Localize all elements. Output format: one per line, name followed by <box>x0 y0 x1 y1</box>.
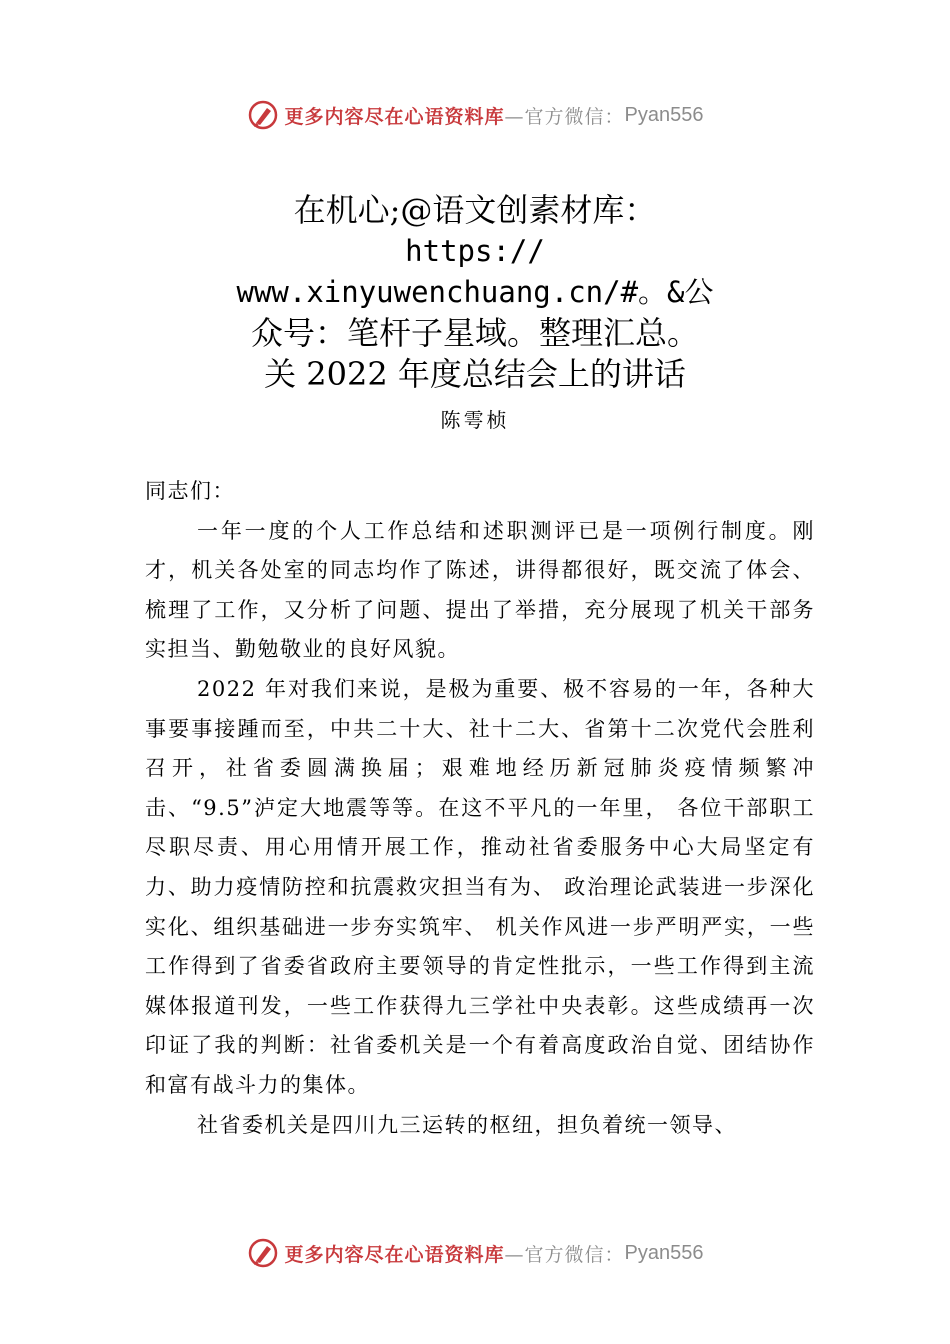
title-line-3: www.xinyuwenchuang.cn/#。&公 <box>236 275 714 309</box>
header-banner-wechat-label: —官方微信： <box>504 105 625 128</box>
footer-banner-handle: Pyan556 <box>624 1241 704 1264</box>
salutation: 同志们： <box>145 479 235 503</box>
footer-banner-text: 更多内容尽在心语资料库 <box>284 1243 505 1266</box>
document-title <box>0 190 950 395</box>
paragraph: 社省委机关是四川九三运转的枢纽，担负着统一领导、 <box>197 1112 737 1137</box>
author-name: 陈雩桢 <box>440 408 510 432</box>
header-watermark-banner <box>0 95 950 135</box>
footer-watermark-banner <box>0 1233 950 1273</box>
quill-pen-icon <box>247 99 279 131</box>
header-banner-handle: Pyan556 <box>624 103 704 126</box>
title-line-2: https:// <box>405 234 545 268</box>
title-line-5: 关 2022 年度总结会上的讲话 <box>264 355 686 393</box>
paragraph: 2022 年对我们来说，是极为重要、极不容易的一年，各种大事要事接踵而至，中共二十大、社十二大、省第十二次党代会胜利召开，社省委圆满换届；艰难地经历新冠肺炎疫情频繁冲击、“9.5”泸定大地震等等。在这不平凡的一年里， 各位干部职工尽职尽责、用心用情开展工作，推动社省委服务中心大局坚定有力、助力疫情防控和抗震救灾担当有为、 政治理论武装进一步深化实化、组织基础进一步夯实筑牢、 机关作风进一步严明严实，一些工作得到了省委省政府主要领导的肯定性批示，一些工作得到主流媒体报道刊发，一些工作获得九三学社中央表彰。这些成绩再一次印证了我的判断：社省委机关是一个有着高度政治自觉、团结协作和富有战斗力的集体。 <box>145 676 815 1097</box>
header-banner-text: 更多内容尽在心语资料库 <box>284 105 505 128</box>
paragraph: 一年一度的个人工作总结和述职测评已是一项例行制度。刚才，机关各处室的同志均作了陈述，讲得都很好，既交流了体会、梳理了工作，又分析了问题、提出了举措，充分展现了机关干部务实担当、勤勉敬业的良好风貌。 <box>145 518 815 662</box>
speech-body <box>145 472 815 1145</box>
title-line-4: 众号：笔杆子星域。整理汇总。 <box>250 314 699 352</box>
footer-banner-wechat-label: —官方微信： <box>504 1243 625 1266</box>
quill-pen-icon <box>247 1237 279 1269</box>
title-line-1: 在机心;@语文创素材库： <box>293 191 657 229</box>
